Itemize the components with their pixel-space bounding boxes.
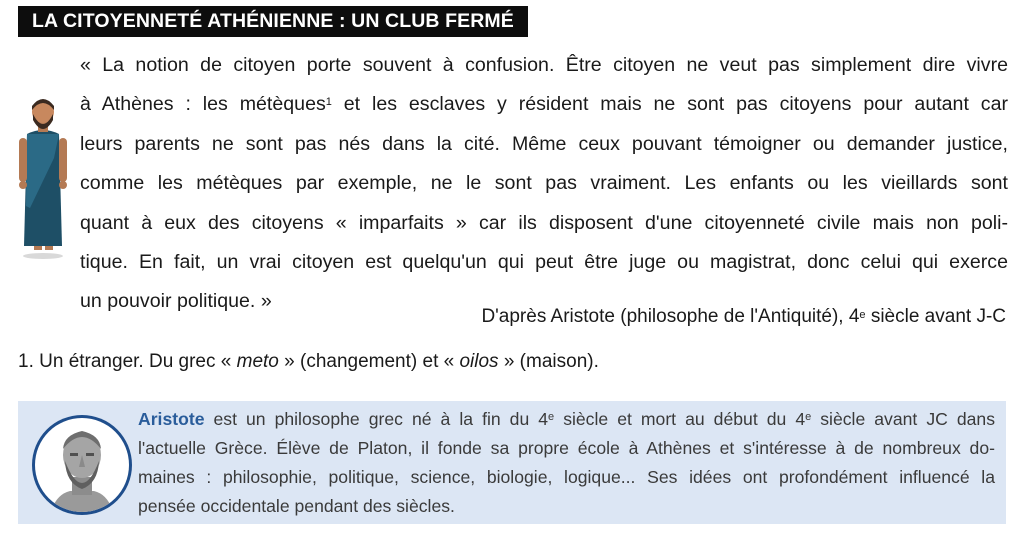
bio-sup-1: e — [548, 411, 555, 423]
footnote-middle: » (changement) et « — [278, 351, 460, 372]
greek-citizen-illustration — [14, 98, 72, 260]
footnote — [18, 346, 599, 378]
quote-line-2 — [80, 85, 1008, 124]
source-prefix: D'après Aristote (philosophe de l'Antiquité), 4 — [481, 306, 860, 327]
bio-line-2: l'actuelle Grèce. Élève de Platon, il fonde sa propre école à Athènes et s'intéresse à de nombreux do- — [138, 438, 995, 458]
bio-line-4: pensée occidentale pendant des siècles. — [138, 496, 455, 516]
quote-line-6: tique. En fait, un vrai citoyen est quelqu'un qui peut être juge ou magistrat, donc celui qui exerce — [80, 251, 1008, 274]
bio-sup-2: e — [805, 411, 812, 423]
aristotle-info-box — [18, 401, 1006, 524]
aristotle-name: Aristote — [138, 409, 205, 429]
bio-line-1-c: siècle avant JC dans — [811, 409, 995, 429]
quote-line-2-end: et les esclaves y résident mais ne sont pas citoyens pour autant car — [331, 93, 1008, 116]
footnote-suffix: » (maison). — [498, 351, 599, 372]
bio-line-3: maines : philosophie, politique, science, biologie, logique... Ses idées ont profondément influencé la — [138, 467, 995, 487]
quote-line-1: « La notion de citoyen porte souvent à confusion. Être citoyen ne veut pas simplement dire vivre — [80, 54, 1008, 76]
footnote-word-oilos: oilos — [459, 351, 499, 372]
bio-line-1-a: est un philosophe grec né à la fin du 4 — [204, 409, 549, 429]
quote-source — [481, 302, 1006, 332]
aristotle-bio — [138, 405, 995, 521]
footnote-prefix: 1. Un étranger. Du grec « — [18, 351, 237, 372]
quote-line-3: leurs parents ne sont pas nés dans la cité. Même ceux pouvant témoigner ou demander justice, — [80, 132, 1008, 155]
footnote-marker: 1 — [325, 96, 332, 109]
aristotle-quote — [80, 46, 1008, 322]
footnote-word-meto: meto — [236, 351, 279, 372]
quote-line-7: un pouvoir politique. » — [80, 290, 272, 313]
aristotle-bust-portrait — [30, 413, 134, 517]
quote-line-5: quant à eux des citoyens « imparfaits » car ils disposent d'une citoyenneté civile mais non poli- — [80, 211, 1008, 234]
bio-line-1-b: siècle et mort au début du 4 — [554, 409, 806, 429]
bio-line-1 — [138, 405, 995, 434]
source-century-sup: e — [859, 309, 866, 321]
source-suffix: siècle avant J-C — [865, 306, 1006, 327]
quote-line-2-start: à Athènes : les métèques — [80, 93, 326, 116]
quote-line-4: comme les métèques par exemple, ne le sont pas vraiment. Les enfants ou les vieillards sont — [80, 172, 1008, 195]
section-title: LA CITOYENNETÉ ATHÉNIENNE : UN CLUB FERMÉ — [18, 6, 528, 37]
